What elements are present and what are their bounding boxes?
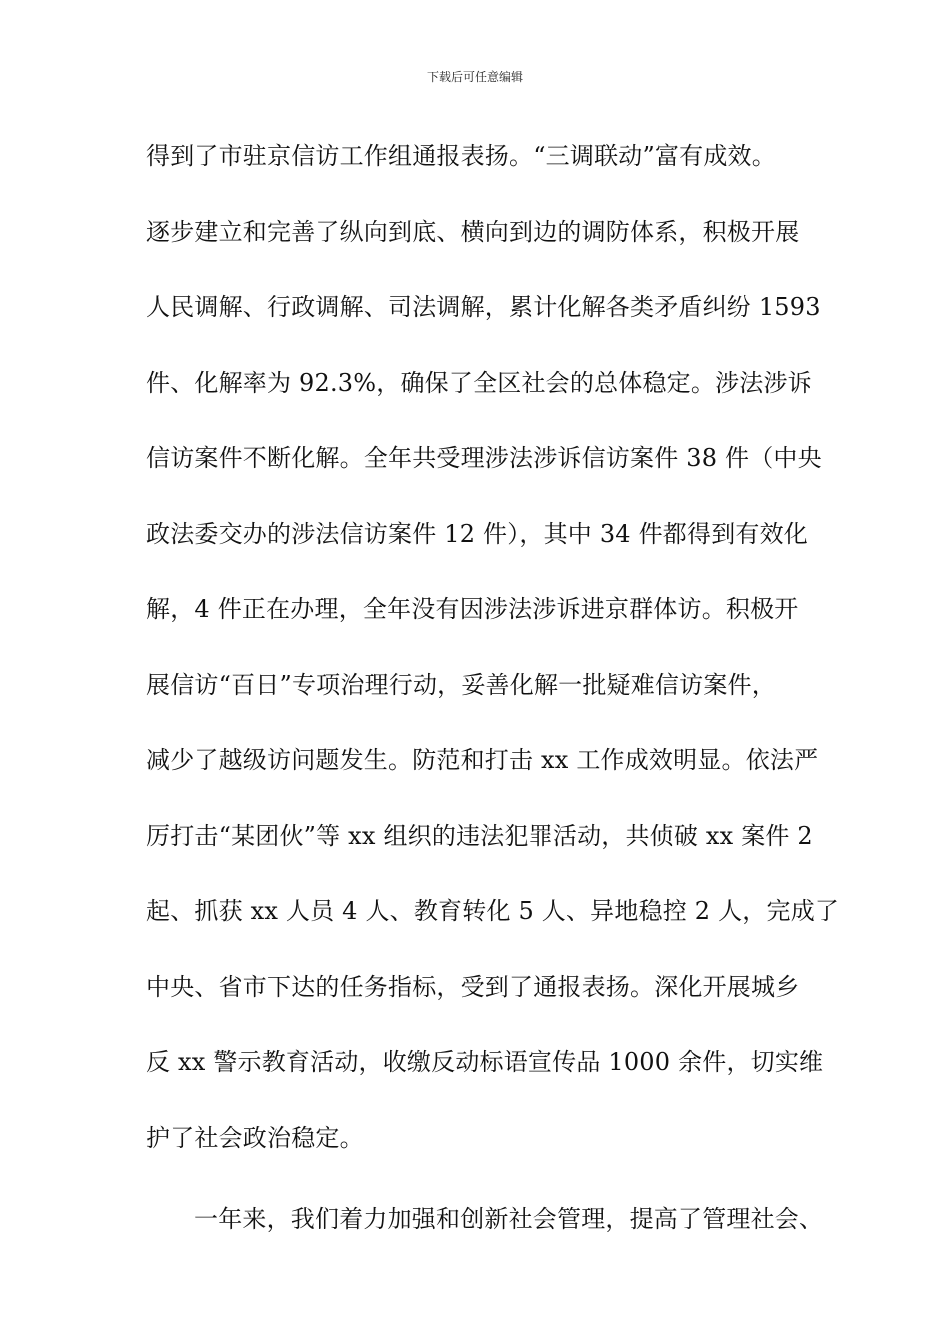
text-line: 政法委交办的涉法信访案件 12 件），其中 34 件都得到有效化	[146, 519, 808, 548]
paragraph-1	[146, 136, 840, 1193]
text-line: 一年来，我们着力加强和创新社会管理，提高了管理社会、	[194, 1205, 824, 1233]
text-line: 信访案件不断化解。全年共受理涉法涉诉信访案件 38 件（中央	[146, 444, 822, 472]
text-line: 人民调解、行政调解、司法调解，累计化解各类矛盾纠纷 1593	[146, 293, 821, 321]
text-line: 起、抓获 xx 人员 4 人、教育转化 5 人、异地稳控 2 人，完成了	[146, 897, 840, 925]
page-header-note: 下载后可任意编辑	[426, 70, 523, 84]
paragraph-2	[146, 1199, 826, 1275]
text-line: 解，4 件正在办理，全年没有因涉法涉诉进京群体访。积极开	[146, 595, 799, 623]
document-body	[146, 136, 840, 1275]
text-line: 减少了越级访问题发生。防范和打击 xx 工作成效明显。依法严	[146, 746, 819, 774]
text-line: 反 xx 警示教育活动，收缴反动标语宣传品 1000 余件，切实维	[146, 1048, 824, 1076]
text-line: 件、化解率为 92.3%，确保了全区社会的总体稳定。涉法涉诉	[146, 368, 812, 397]
text-line: 展信访“百日”专项治理行动，妥善化解一批疑难信访案件，	[146, 670, 776, 699]
text-line: 逐步建立和完善了纵向到底、横向到边的调防体系，积极开展	[146, 217, 800, 246]
text-line: 护了社会政治稳定。	[146, 1123, 364, 1152]
text-line: 中央、省市下达的任务指标，受到了通报表扬。深化开展城乡	[146, 972, 800, 1001]
text-line: 得到了市驻京信访工作组通报表扬。“三调联动”富有成效。	[146, 142, 776, 170]
text-line: 厉打击“某团伙”等 xx 组织的违法犯罪活动，共侦破 xx 案件 2	[146, 821, 813, 850]
